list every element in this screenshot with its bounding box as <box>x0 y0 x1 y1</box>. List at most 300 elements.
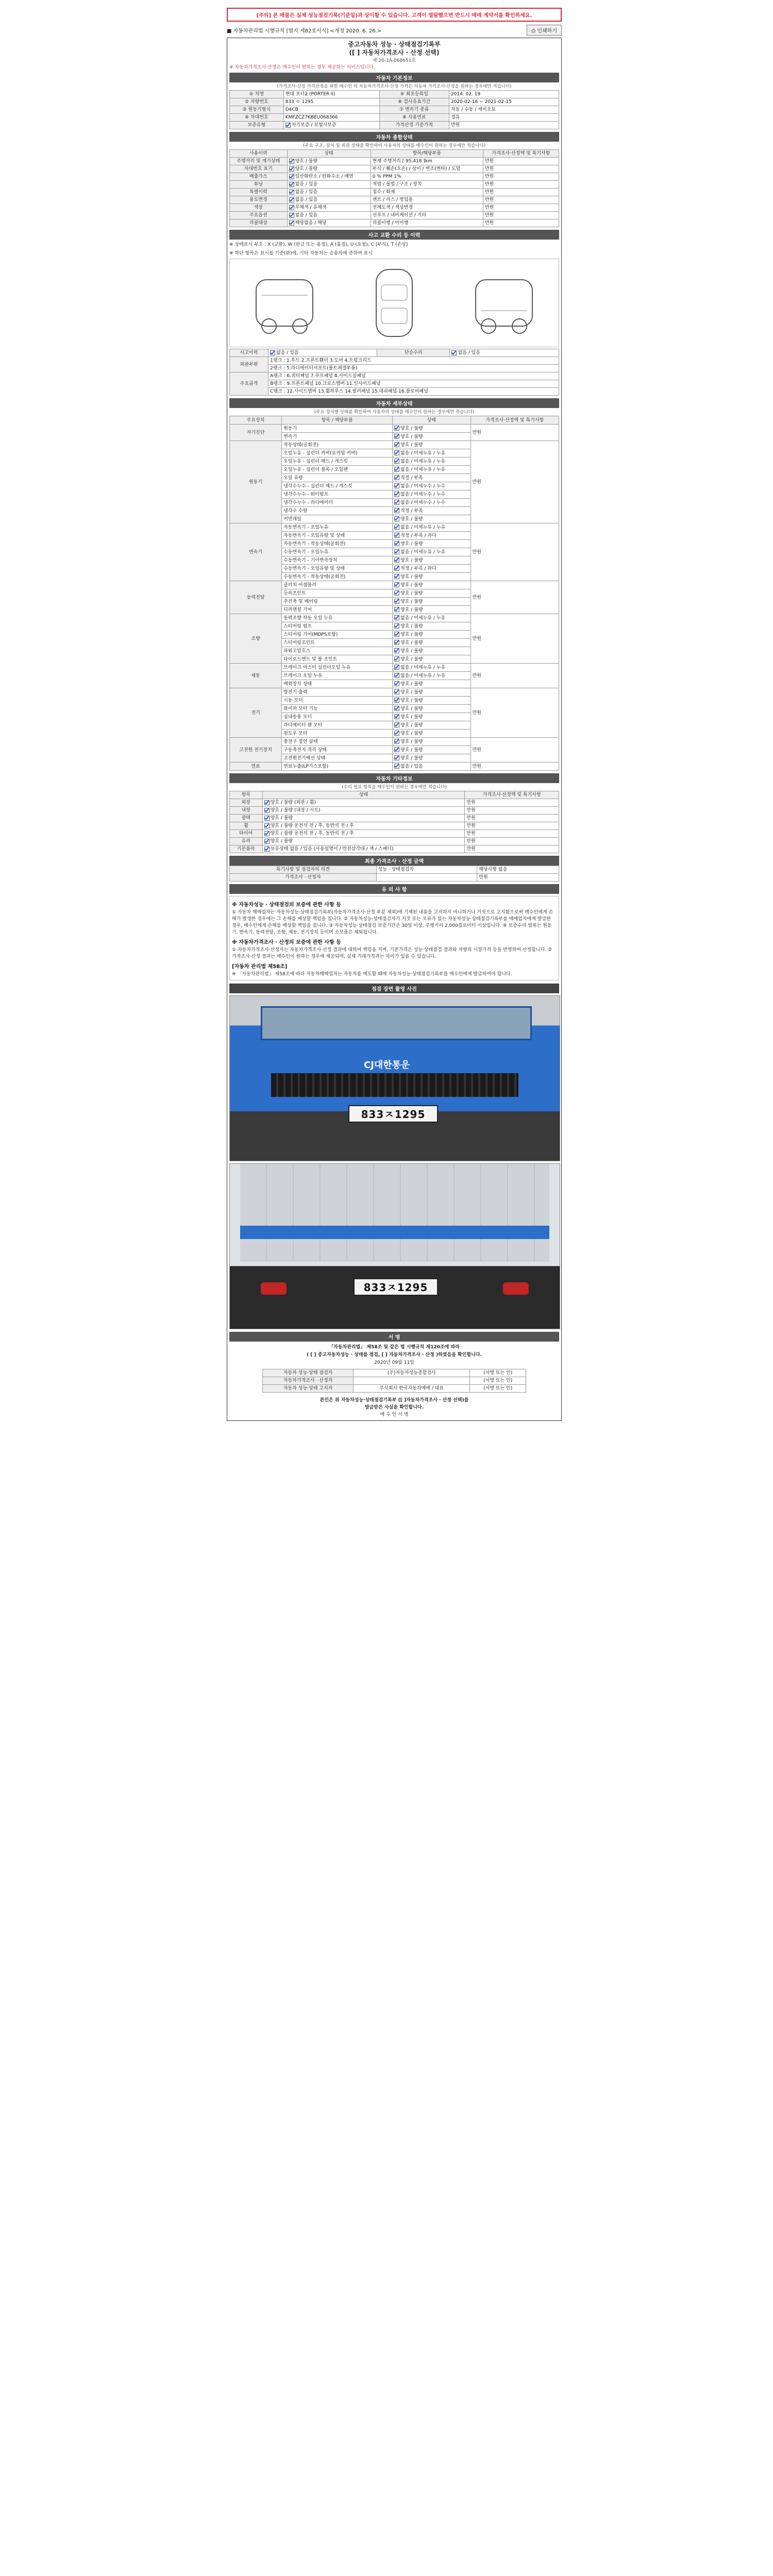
detail-status-value <box>393 631 471 639</box>
notice-title-1: ※ 자동차성능 · 상태점검의 보증에 관한 사항 등 <box>232 902 341 908</box>
detail-status-value <box>393 589 471 598</box>
status-text: 보유상태 없음 / 있음 (사용설명서 / 안전삼각대 / 잭 / 스패너) <box>270 846 394 852</box>
detail-status-row <box>230 523 559 532</box>
checkbox-icon <box>394 574 399 579</box>
valuation-label: 가격조사 · 산정자 <box>230 874 377 882</box>
detail-item-label: 변속기 <box>282 433 393 441</box>
detail-status-value <box>393 441 471 449</box>
other-info-row <box>230 838 559 845</box>
status-text: 없음 / 미세누유 / 누유 <box>400 665 446 670</box>
general-status-value <box>287 219 371 227</box>
status-text: 양호 / 불량 운전석 전 / 후, 동반석 전 / 후 <box>270 823 354 828</box>
other-price-value: 만원 <box>465 845 559 853</box>
detail-item-label: 원동기 <box>282 425 393 433</box>
basic-info-row <box>230 114 559 122</box>
checkbox-icon <box>394 467 399 472</box>
detail-item-label: 수동변속기 - 오일유량 및 상태 <box>282 565 393 573</box>
checkbox-icon <box>394 500 399 505</box>
detail-status-value <box>393 425 471 433</box>
detail-item-label: 냉각수누수 - 라디에이터 <box>282 499 393 507</box>
general-status-table <box>229 149 559 227</box>
checkbox-icon <box>394 508 399 513</box>
detail-status-row <box>230 614 559 622</box>
other-item-label: 광택 <box>230 815 263 822</box>
checkbox-icon <box>264 846 270 852</box>
front-photo <box>229 995 560 1161</box>
checkbox-icon <box>289 190 294 195</box>
detail-status-value <box>393 688 471 697</box>
general-status-value <box>287 196 371 204</box>
general-item-label: 색상 <box>230 204 288 212</box>
general-part-value: 적법 / 불법 / 구조 / 장치 <box>371 181 483 189</box>
buyer-signature: 매 수 인 서 명 <box>380 1412 409 1417</box>
other-info-row <box>230 822 559 830</box>
detail-group-label: 전기 <box>230 688 282 738</box>
status-text: 양호 / 불량 <box>400 698 423 703</box>
detail-price-value: 만원 <box>470 614 559 664</box>
other-price-value: 만원 <box>465 822 559 830</box>
detail-item-label: 배력장치 상태 <box>282 680 393 688</box>
other-status-value <box>262 807 465 815</box>
other-item-label: 외장 <box>230 799 263 807</box>
checkbox-icon <box>289 205 294 210</box>
document-page <box>227 8 562 2285</box>
checkbox-icon <box>289 159 294 164</box>
general-price-value: 만원 <box>483 158 559 165</box>
status-text: 양호 / 불량 <box>400 607 423 613</box>
valuation-label: 특기사항 및 점검자의 의견 <box>230 866 377 874</box>
detail-status-row <box>230 441 559 449</box>
document-number: 제 20-1A-068651호 <box>372 58 416 63</box>
detail-item-label: 오일누유 - 실린더 헤드 / 개스킷 <box>282 457 393 466</box>
column-header: 가격조사·산정액 및 특기사항 <box>465 791 559 799</box>
valuation-header: 최종 가격조사 · 산정 금액 <box>229 856 559 866</box>
general-status-value <box>287 158 371 165</box>
detail-status-value <box>393 548 471 556</box>
status-text: 없음 / 있음 <box>295 213 318 218</box>
detail-status-value <box>393 705 471 713</box>
detail-price-value: 만원 <box>470 441 559 523</box>
checkbox-icon <box>264 823 270 828</box>
detail-item-label: 오일누유 - 실린더 블록 / 오일팬 <box>282 466 393 474</box>
basic-info-value: 경유 <box>449 114 559 122</box>
detail-status-value <box>393 449 471 457</box>
other-item-label: 기본품목 <box>230 845 263 853</box>
detail-status-value <box>393 614 471 622</box>
status-text: 양호 / 불량 <box>400 739 423 744</box>
status-text: 없음 / 미세누유 / 누유 <box>400 524 446 530</box>
status-text: 양호 / 불량 <box>400 541 423 547</box>
other-price-value: 만원 <box>465 830 559 838</box>
basic-info-value: 2014. 02. 19 <box>449 91 559 98</box>
notices-header: 유 의 사 항 <box>229 884 559 894</box>
detail-item-label: 고전원전기배선 상태 <box>282 754 393 762</box>
print-label: 인쇄하기 <box>537 28 557 34</box>
status-text: 없음 / 미세누유 / 누유 <box>400 459 446 464</box>
checkbox-icon <box>394 541 399 546</box>
general-item-label: 주요옵션 <box>230 212 288 219</box>
checkbox-icon <box>394 599 399 604</box>
detail-status-value <box>393 507 471 515</box>
checkbox-icon <box>289 174 294 179</box>
checkbox-icon <box>451 350 457 355</box>
basic-info-label: ④ 차대번호 <box>230 114 284 122</box>
general-part-value: 침수 / 화재 <box>371 189 483 196</box>
status-text: 양호 / 불량 <box>400 426 423 431</box>
accident-summary-table <box>229 349 559 396</box>
status-text: 양호 / 불량 <box>400 722 423 728</box>
status-text: 양호 / 불량 <box>400 648 423 654</box>
status-text: 양호 / 불량 <box>270 839 293 844</box>
status-text: 없음 / 있음 <box>295 197 318 202</box>
status-text: 일산화탄소 / 탄화수소 / 매연 <box>295 174 354 179</box>
status-text: 없음 / 있음 <box>400 764 423 769</box>
basic-info-row <box>230 91 559 98</box>
detail-item-label: 추진축 및 베어링 <box>282 598 393 606</box>
detail-item-label: 스티어링조인트 <box>282 639 393 647</box>
basic-info-header: 자동차 기본정보 <box>229 73 559 82</box>
detail-price-value: 만원 <box>470 581 559 614</box>
detail-item-label: 윈도우 모터 <box>282 730 393 738</box>
basic-info-value: 자동 / 수동 / 세미오토 <box>449 106 559 114</box>
general-part-value: 리콜이행 / 미이행 <box>371 219 483 227</box>
detail-item-label: 시동 모터 <box>282 697 393 705</box>
general-part-value: 전체도색 / 색상변경 <box>371 204 483 212</box>
general-price-value: 만원 <box>483 181 559 189</box>
general-status-value <box>287 204 371 212</box>
checkbox-icon <box>394 623 399 629</box>
other-info-row <box>230 845 559 853</box>
detail-group-label: 연료 <box>230 762 282 771</box>
signature-statement-2: ( [ ] 중고자동차성능 · 상태를 점검, [ ] 자동차가격조사 · 산정 )하였음을 확인합니다. <box>307 1352 482 1358</box>
notice-body-1: ① 자동차 매매업자는 자동차성능·상태점검기록부(자동차가격조사·산정 부분 제외)에 기재된 내용을 고지하지 아니하거나 거짓으로 고지함으로써 매수인에게 손해가 발생한 경우에는 그 손해를 배상할 책임을 집니다. ② 자동차성능·상태점검자가 거짓 또는 오류가 있는 자동차성능·상태점검기록부를 매매업자에게 발급한 경우, 매수인에게 손해를 배상할 책임을 집니다. ③ 자동차성능·상태점검 보증기간은 30일 이상, 주행거리 2,000킬로미터 이상입니다. ④ 보증수리 범위는 원동기, 변속기, 동력전달, 조향, 제동, 전기장치 등이며 소모품은 제외됩니다. <box>232 910 553 935</box>
detail-status-row <box>230 762 559 771</box>
status-text: 양호 / 불량 <box>400 434 423 439</box>
vehicle-front-side-icon <box>246 264 323 342</box>
other-price-value: 만원 <box>465 815 559 822</box>
front-license-plate: 833ㅈ1295 <box>348 1105 438 1123</box>
status-text: 양호 / 불량 <box>400 689 423 695</box>
cargo-box <box>240 1164 549 1262</box>
inspection-record <box>227 38 562 1421</box>
title-line-1: 중고자동차 성능 · 상태점검기록부 <box>348 41 441 48</box>
detail-item-label: 냉각수누수 - 실린더 헤드 / 개스킷 <box>282 482 393 490</box>
warranty-label: 보증유형 <box>230 122 284 129</box>
other-info-hint: (수리 필요 항목을 매수인이 원하는 경우에만 적습니다) <box>342 785 447 790</box>
column-header: 상태 <box>262 791 465 799</box>
basic-info-value: KMFZCZ7KBEU068366 <box>283 114 379 122</box>
status-text: 없음 / 있음 <box>295 182 318 187</box>
vehicle-diagram <box>229 259 559 347</box>
detail-item-label: 수동변속기 - 작동상태(공회전) <box>282 573 393 581</box>
detail-item-label: 등속조인트 <box>282 589 393 598</box>
detail-item-label: 자동변속기 - 오일유량 및 상태 <box>282 532 393 540</box>
basic-info-label: ⑥ 검사유효기간 <box>379 98 449 106</box>
checkbox-icon <box>394 475 399 480</box>
detail-status-value <box>393 490 471 499</box>
other-info-row <box>230 807 559 815</box>
general-price-value: 만원 <box>483 219 559 227</box>
warranty-value: 자가보증 / 보험사보증 <box>283 122 379 129</box>
checkbox-icon <box>394 533 399 538</box>
detail-status-value <box>393 581 471 589</box>
general-status-hint: (주요 구조, 장치 및 외관 상태를 확인하여 사용자의 상태를 매수인이 원하는 경우에만 적습니다) <box>303 143 485 148</box>
detail-item-label: 발전기 출력 <box>282 688 393 697</box>
print-button[interactable] <box>527 25 562 36</box>
checkbox-icon <box>270 350 275 355</box>
status-text: 양호 / 불량 <box>400 516 423 522</box>
column-header: 주요장치 <box>230 416 282 425</box>
general-item-label: 특별이력 <box>230 189 288 196</box>
tester-value: (주)자동차성능종합검사 <box>354 1369 470 1377</box>
signature-block <box>229 1344 559 1393</box>
detail-status-value <box>393 746 471 754</box>
receiver-value: 주식회사 한국자동차매매 / 대표 <box>354 1385 470 1393</box>
document-note: ※ 자동차가격조사·산정은 매수인이 원하는 경우 제공하는 서비스입니다. <box>229 65 375 70</box>
footer-line-1: 본인은 위 자동차성능·상태점검기록부 ([ ]자동차가격조사 · 산정 선택)를 <box>320 1398 469 1403</box>
price-basis-value: 만원 <box>449 122 559 129</box>
checkbox-icon <box>264 800 270 805</box>
document-title <box>229 40 559 57</box>
main-rank-b: B랭크 : 9.프론트패널 10.크로스멤버 11.인사이드패널 <box>268 380 559 388</box>
checkbox-icon <box>264 831 270 836</box>
detail-status-value <box>393 532 471 540</box>
general-item-label: 용도변경 <box>230 196 288 204</box>
checkbox-icon <box>289 166 294 172</box>
detail-item-label: 와이퍼 모터 기능 <box>282 705 393 713</box>
column-header: 항목/해당부품 <box>371 150 483 158</box>
general-status-row <box>230 158 559 165</box>
general-status-row <box>230 189 559 196</box>
basic-info-label: ⑦ 변속기 종류 <box>379 106 449 114</box>
other-item-label: 휠 <box>230 822 263 830</box>
tester-label: 자동차 성능·상태 점검자 <box>263 1369 354 1377</box>
detail-item-label: 자동변속기 - 작동상태(공회전) <box>282 540 393 548</box>
general-part-value: 선루프 / 내비게이션 / 기타 <box>371 212 483 219</box>
status-text: 무채색 / 유채색 <box>295 205 327 210</box>
checkbox-icon <box>394 590 399 596</box>
status-text: 양호 / 불량 <box>400 623 423 629</box>
column-header: 항목 / 해당부품 <box>282 416 393 425</box>
footer <box>229 1397 559 1418</box>
checkbox-icon <box>394 673 399 678</box>
detail-status-row <box>230 688 559 697</box>
general-status-row <box>230 165 559 173</box>
general-status-row <box>230 212 559 219</box>
valuation-value: 해당사항 없음 <box>477 866 559 874</box>
main-rank-a: A랭크 : 6.쿼터패널 7.루프패널 8.사이드실패널 <box>268 372 559 380</box>
accident-legend-hint-1: ※ 상태표시 부호 : X (교환), W (판금 또는 용접), A (흠집), U (요철), C (부식), T (손상) <box>229 242 408 247</box>
basic-info-label: ② 차량번호 <box>230 98 284 106</box>
detail-item-label: 자동변속기 - 오일누유 <box>282 523 393 532</box>
detail-price-value: 만원 <box>470 523 559 581</box>
status-text: 양호 / 불량 <box>400 755 423 761</box>
rear-lamp-right <box>503 1282 529 1295</box>
checkbox-icon <box>394 492 399 497</box>
general-item-label: 튜닝 <box>230 181 288 189</box>
detail-status-value <box>393 680 471 688</box>
status-text: 적정 / 부족 <box>400 475 423 481</box>
detail-status-value <box>393 540 471 548</box>
general-item-label: 주행거리 및 계기상태 <box>230 158 288 165</box>
detail-item-label: 오일누유 - 실린더 커버(로커암 커버) <box>282 449 393 457</box>
simple-repair-value: 없음 / 있음 <box>450 349 559 357</box>
checkbox-icon <box>394 524 399 530</box>
detail-status-value <box>393 474 471 482</box>
checkbox-icon <box>394 450 399 455</box>
detail-item-label: 수동변속기 - 오일누유 <box>282 548 393 556</box>
detail-item-label: 수동변속기 - 기어변속장치 <box>282 556 393 565</box>
column-header: 상태 <box>287 150 371 158</box>
general-status-header: 자동차 종합상태 <box>229 132 559 142</box>
signature-statement-1: 「자동차관리법」 제58조 및 같은 법 시행규칙 제120조에 따라 <box>329 1345 460 1350</box>
footer-line-2: 발급받은 사실을 확인합니다. <box>364 1405 424 1410</box>
general-item-label: 배출가스 <box>230 173 288 181</box>
valuer-value <box>354 1377 470 1385</box>
accident-history-header: 사고 교환 수리 등 이력 <box>229 230 559 240</box>
signature-date: 2020년 09월 11일 <box>374 1360 414 1365</box>
status-text: 양호 / 불량 운전석 전 / 후, 동반석 전 / 후 <box>270 831 354 836</box>
basic-info-label: ⑧ 사용연료 <box>379 114 449 122</box>
status-text: 양호 / 불량 (내장 / 시트) <box>270 808 321 813</box>
checkbox-icon <box>264 816 270 821</box>
detail-group-label: 동력전달 <box>230 581 282 614</box>
other-info-table <box>229 791 559 853</box>
status-text: 양호 / 불량 (외판 / 휠) <box>270 800 316 805</box>
status-text: 없음 / 미세누수 / 누수 <box>400 492 446 497</box>
valuation-row <box>230 866 559 874</box>
detail-item-label: 냉각수 수량 <box>282 507 393 515</box>
main-rank-c: C랭크 : 12.사이드멤버 13.휠하우스 14.필러패널 15.대쉬패널 16.플로어패널 <box>268 388 559 396</box>
signature-header: 서 명 <box>229 1332 559 1342</box>
detail-item-label: 스티어링 기어(MDPS포함) <box>282 631 393 639</box>
detail-item-label: 충전구 절연 상태 <box>282 738 393 746</box>
checkbox-icon <box>394 722 399 727</box>
receiver-sign: (서명 또는 인) <box>470 1385 526 1393</box>
detail-group-label: 제동 <box>230 664 282 688</box>
status-text: 없음 / 미세누수 / 누수 <box>400 483 446 489</box>
detail-group-label: 고전원 전기장치 <box>230 738 282 762</box>
detail-item-label: 연료누출(LP가스포함) <box>282 762 393 771</box>
checkbox-icon <box>394 698 399 703</box>
basic-info-label: ① 차명 <box>230 91 284 98</box>
status-text: 양호 / 불량 <box>400 706 423 711</box>
valuer-label: 자동차가격조사 · 산정자 <box>263 1377 354 1385</box>
checkbox-icon <box>289 221 294 226</box>
checkbox-icon <box>394 714 399 719</box>
checkbox-icon <box>394 665 399 670</box>
notice-body-3: ※ 「자동차관리법」 제58조에 따라 자동차매매업자는 자동차를 매도할 때에 자동차성능·상태점검기록부를 매수인에게 발급하여야 합니다. <box>232 972 512 977</box>
status-text: 양호 / 불량 <box>270 816 293 821</box>
checkbox-icon <box>394 516 399 521</box>
checkbox-icon <box>394 706 399 711</box>
detail-price-value: 만원 <box>470 762 559 771</box>
other-status-value <box>262 838 465 845</box>
cargo-stripe <box>240 1226 549 1239</box>
checkbox-icon <box>394 681 399 686</box>
outer-panel-label: 외판부위 <box>230 357 268 372</box>
detail-status-value <box>393 713 471 721</box>
printer-icon: ⎙ <box>531 28 536 34</box>
warning-banner: [주의] 본 매물은 실제 성능점검기록(기준일)과 상이할 수 있습니다. 고객이 열람했으면 반드시 매매 계약서를 확인하세요. <box>227 8 562 22</box>
general-price-value: 만원 <box>483 173 559 181</box>
rear-photo <box>229 1163 560 1329</box>
status-text: 양호 / 불량 <box>400 599 423 604</box>
other-price-value: 만원 <box>465 838 559 845</box>
checkbox-icon <box>394 747 399 752</box>
valuation-value: 만원 <box>477 874 559 882</box>
detail-group-label: 자기진단 <box>230 425 282 441</box>
basic-info-value: D4CB <box>283 106 379 114</box>
general-status-row <box>230 196 559 204</box>
other-price-value: 만원 <box>465 799 559 807</box>
detail-item-label: 구동축전지 격리 상태 <box>282 746 393 754</box>
detail-item-label: 실내송풍 모터 <box>282 713 393 721</box>
detail-status-value <box>393 523 471 532</box>
detail-status-value <box>393 457 471 466</box>
receiver-label: 자동차 성능·상태 고지자 <box>263 1385 354 1393</box>
detail-status-value <box>393 598 471 606</box>
general-price-value: 만원 <box>483 189 559 196</box>
detail-status-row <box>230 738 559 746</box>
detail-status-value <box>393 639 471 647</box>
detail-price-value: 만원 <box>470 688 559 738</box>
checkbox-icon <box>264 808 270 813</box>
status-text: 양호 / 불량 <box>400 640 423 646</box>
detail-status-header: 자동차 세부상태 <box>229 398 559 408</box>
checkbox-icon <box>394 731 399 736</box>
status-text: 적정 / 부족 <box>400 508 423 514</box>
accident-label: 사고이력 <box>230 349 268 357</box>
notice-title-2: ※ 자동차가격조사 · 산정의 보증에 관한 사항 등 <box>232 940 341 945</box>
column-header: 상태 <box>393 416 471 425</box>
detail-status-value <box>393 573 471 581</box>
detail-status-value <box>393 622 471 631</box>
notice-title-3: [자동차 관리법 제58조] <box>232 964 288 970</box>
price-basis-label: 가격산정 기준가격 <box>379 122 449 129</box>
detail-item-label: 커먼레일 <box>282 515 393 523</box>
column-header: 가격조사·산정액 및 특기사항 <box>483 150 559 158</box>
status-text: 적정 / 부족 / 과다 <box>400 533 436 538</box>
basic-info-label: ⑤ 최초등록일 <box>379 91 449 98</box>
general-price-value: 만원 <box>483 212 559 219</box>
status-text: 없음 / 미세누수 / 누수 <box>400 500 446 505</box>
form-reference: ■ 자동차관리법 시행규칙 [별지 제82호서식] <개정 2020. 6. 26.> <box>227 28 382 34</box>
general-status-row <box>230 181 559 189</box>
basic-info-table <box>229 90 559 129</box>
general-status-value <box>287 189 371 196</box>
other-item-label: 유리 <box>230 838 263 845</box>
other-info-row <box>230 830 559 838</box>
checkbox-icon <box>264 839 270 844</box>
general-part-value: 부식 / 훼손(오손) / 상이 / 변조(변타) / 도말 <box>371 165 483 173</box>
simple-repair-label: 단순수리 <box>377 349 450 357</box>
general-item-label: 차대번호 표기 <box>230 165 288 173</box>
detail-status-value <box>393 606 471 614</box>
status-text: 양호 / 불량 <box>400 574 423 580</box>
detail-status-hint: (주요 장치별 상태를 확인하여 사용자의 상태를 매수인이 원하는 경우에만 적습니다) <box>314 410 475 415</box>
checkbox-icon <box>394 434 399 439</box>
status-text: 양호 / 불량 <box>400 582 423 588</box>
detail-status-value <box>393 482 471 490</box>
checkbox-icon <box>394 689 399 694</box>
other-status-value <box>262 822 465 830</box>
general-part-value: 0 % PPM 1% <box>371 173 483 181</box>
checkbox-icon <box>394 566 399 571</box>
status-text: 없음 / 미세누유 / 누유 <box>400 615 446 621</box>
checkbox-icon <box>285 123 291 128</box>
status-text: 양호 / 불량 <box>295 166 318 172</box>
